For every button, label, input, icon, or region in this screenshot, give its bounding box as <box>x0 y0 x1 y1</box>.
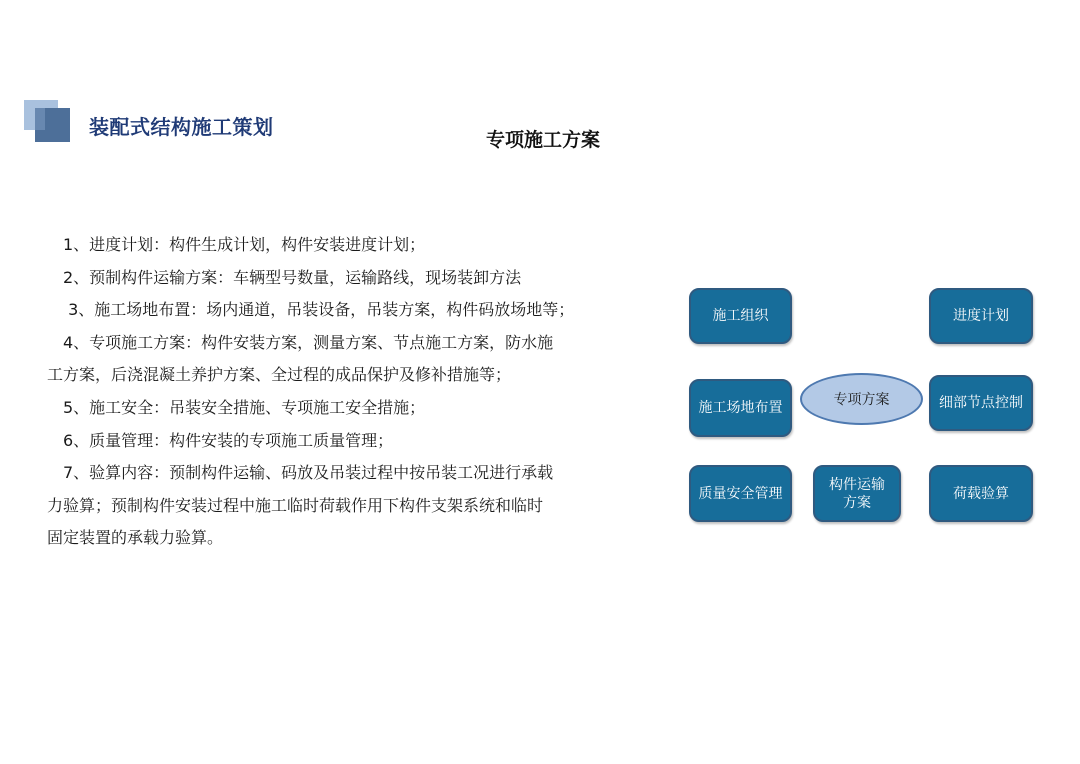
section-logo-icon <box>24 100 70 144</box>
content-line: 2、预制构件运输方案：车辆型号数量，运输路线，现场装卸方法 <box>47 267 522 287</box>
content-line: 5、施工安全：吊装安全措施、专项施工安全措施； <box>47 397 426 417</box>
node-organization <box>689 288 792 344</box>
node-label: 进度计划 <box>953 308 1009 324</box>
node-schedule <box>929 288 1033 344</box>
header-title: 装配式结构施工策划 <box>89 115 274 139</box>
node-label: 质量安全管理 <box>698 485 783 502</box>
slide-title: 专项施工方案 <box>486 129 601 151</box>
content-line: 1、进度计划：构件生成计划，构件安装进度计划； <box>47 235 426 254</box>
center-label: 专项方案 <box>833 392 890 408</box>
content-line: 6、质量管理：构件安装的专项施工质量管理； <box>47 430 394 450</box>
content-line: 固定装置的承载力验算。 <box>47 528 224 548</box>
node-label: 施工组织 <box>712 308 769 324</box>
node-component-transport <box>813 465 901 522</box>
node-label: 细部节点控制 <box>939 395 1023 411</box>
node-label: 荷载验算 <box>953 485 1009 502</box>
node-quality-safety <box>689 465 792 522</box>
node-detail-control <box>929 375 1033 431</box>
content-line: 力验算；预制构件安装过程中施工临时荷载作用下构件支架系统和临时 <box>47 495 544 515</box>
content-line: 7、验算内容：预制构件运输、码放及吊装过程中按吊装工况进行承载 <box>47 463 554 483</box>
node-label: 施工场地布置 <box>698 400 783 416</box>
content-line: 4、专项施工方案：构件安装方案，测量方案、节点施工方案，防水施 <box>47 332 554 352</box>
node-label: 构件运输方案 <box>829 476 885 511</box>
node-site-layout <box>689 379 792 437</box>
content-line: 工方案，后浇混凝土养护方案、全过程的成品保护及修补措施等； <box>47 365 512 385</box>
node-load-check <box>929 465 1033 522</box>
content-text <box>47 229 647 555</box>
content-line: 3、施工场地布置：场内通道，吊装设备，吊装方案，构件码放场地等； <box>47 300 575 320</box>
center-ellipse <box>800 373 923 425</box>
